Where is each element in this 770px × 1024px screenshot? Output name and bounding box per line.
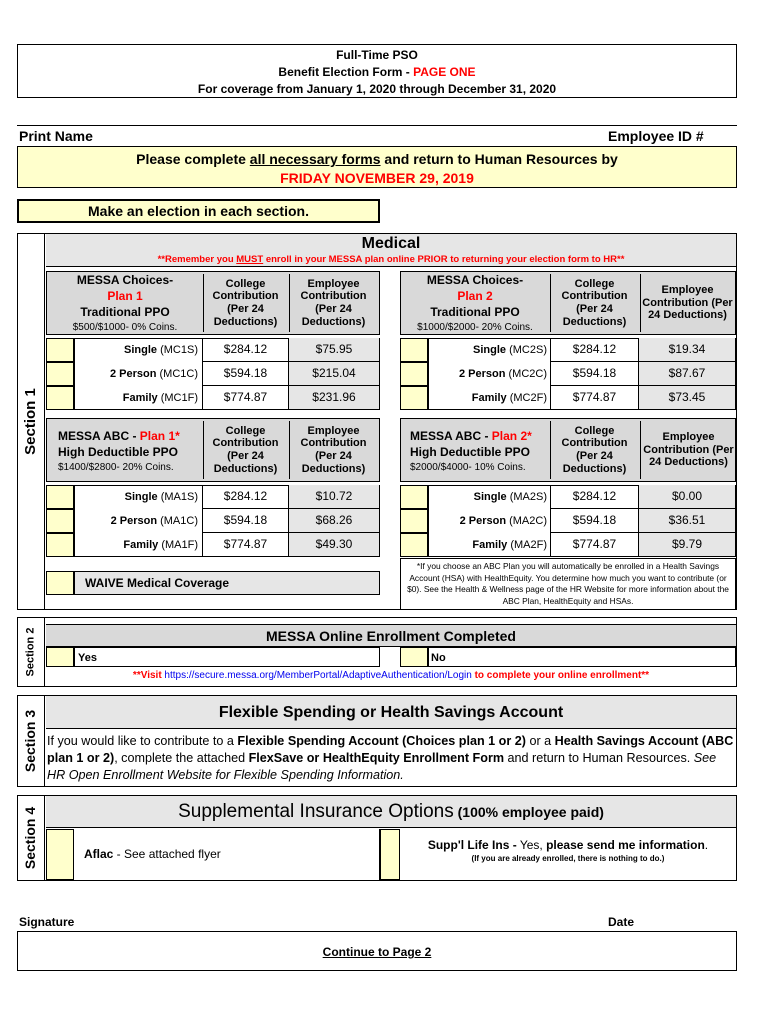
header-line1: Full-Time PSO (336, 48, 418, 62)
checkbox-ma2c[interactable] (400, 509, 428, 533)
choices-plan1-employee-hdr: Employee Contribution (Per 24 Deductions) (289, 274, 377, 332)
table-row-label: Single (MA2S) (473, 490, 547, 503)
checkbox-waive-medical[interactable] (46, 571, 74, 595)
college-contribution-value: $284.12 (202, 485, 288, 509)
college-contribution-value: $594.18 (202, 362, 288, 386)
section2-label: Section 2 (17, 617, 45, 687)
college-contribution-value: $774.87 (550, 386, 638, 410)
signature-label: Signature (19, 915, 75, 929)
checkbox-mc1f[interactable] (46, 386, 74, 410)
table-row-label: 2 Person (MA2C) (459, 514, 547, 527)
abc-plan1-desc: MESSA ABC - Plan 1* High Deductible PPO $1400/$2800- 20% Coins. (58, 429, 180, 473)
abc-plan2-employee-hdr: Employee Contribution (Per 24 Deductions) (640, 421, 736, 479)
abc-plan2-college-hdr: College Contribution (Per 24 Deductions) (550, 421, 638, 479)
choices-plan2-desc: MESSA Choices- Plan 2 Traditional PPO $1000/$2000- 20% Coins. (417, 273, 533, 333)
aflac-option: Aflac - See attached flyer (74, 829, 380, 880)
college-contribution-value: $774.87 (202, 533, 288, 557)
abc-plan1-employee-hdr: Employee Contribution (Per 24 Deductions) (289, 421, 377, 479)
waive-medical-label: WAIVE Medical Coverage (74, 571, 380, 595)
choices-plan2-employee-hdr: Employee Contribution (Per 24 Deductions) (640, 274, 734, 332)
section1-label: Section 1 (17, 233, 45, 610)
section2-title: MESSA Online Enrollment Completed (46, 624, 736, 647)
checkbox-ma2s[interactable] (400, 485, 428, 509)
name-line (17, 125, 737, 126)
enroll-yes-label: Yes (74, 647, 380, 667)
abc-plan1-college-hdr: College Contribution (Per 24 Deductions) (203, 421, 287, 479)
college-contribution-value: $594.18 (202, 509, 288, 533)
employee-contribution-value: $73.45 (638, 386, 735, 409)
instructions-text: Please complete all necessary forms and return to Human Resources by (136, 151, 618, 167)
checkbox-enroll-no[interactable] (400, 647, 428, 667)
college-contribution-value: $284.12 (550, 485, 638, 509)
hsa-note: *If you choose an ABC Plan you will automatically be enrolled in a Health Savings Account (HSA) with HealthEquity. You determine how much you want to contribute (or $0). See the Health & Wellness page of the HR Website for more information about the ABC Plan, HealthEquity and HSAs. (400, 558, 736, 610)
college-contribution-value: $284.12 (550, 338, 638, 362)
print-name-label: Print Name (19, 128, 93, 144)
continue-link[interactable]: Continue to Page 2 (322, 945, 432, 959)
checkbox-enroll-yes[interactable] (46, 647, 74, 667)
header-line2: Benefit Election Form - PAGE ONE (278, 65, 476, 79)
table-row-label: 2 Person (MC1C) (109, 367, 198, 380)
checkbox-ma1f[interactable] (46, 533, 74, 557)
employee-contribution-value: $19.34 (638, 338, 735, 362)
choices-plan2-college-hdr: College Contribution (Per 24 Deductions) (550, 274, 638, 332)
page-one-label: PAGE ONE (413, 65, 476, 79)
choices-plan1-college-hdr: College Contribution (Per 24 Deductions) (203, 274, 287, 332)
checkbox-mc2f[interactable] (400, 386, 428, 410)
section3-text: If you would like to contribute to a Flexible Spending Account (Choices plan 1 or 2) or a Health Savings Account (ABC plan 1 or 2), complete the attached FlexSave or HealthEquity Enrollment Form and return to Human Resources. See HR Open Enrollment Website for Flexible Spending Information. (47, 734, 734, 782)
college-contribution-value: $284.12 (202, 338, 288, 362)
abc-plan2-desc: MESSA ABC - Plan 2* High Deductible PPO $2000/$4000- 10% Coins. (410, 429, 532, 473)
college-contribution-value: $594.18 (550, 362, 638, 386)
table-row-label: Single (MC2S) (473, 343, 547, 356)
checkbox-ma1s[interactable] (46, 485, 74, 509)
checkbox-mc1c[interactable] (46, 362, 74, 386)
checkbox-mc1s[interactable] (46, 338, 74, 362)
section3-label: Section 3 (17, 695, 45, 787)
checkbox-ma2f[interactable] (400, 533, 428, 557)
date-label: Date (608, 915, 635, 929)
choices-plan1-desc: MESSA Choices- Plan 1 Traditional PPO $500/$1000- 0% Coins. (72, 273, 178, 333)
employee-contribution-value: $10.72 (288, 485, 379, 509)
employee-contribution-value: $36.51 (638, 509, 735, 533)
employee-id-label: Employee ID # (608, 128, 704, 144)
deadline: FRIDAY NOVEMBER 29, 2019 (280, 170, 474, 186)
medical-title: Medical (361, 235, 421, 252)
employee-contribution-value: $231.96 (288, 386, 379, 409)
checkbox-mc2c[interactable] (400, 362, 428, 386)
supp-life-option: Supp'l Life Ins - Yes, please send me information. (If you are already enrolled, there is nothing to do.) (427, 838, 709, 863)
section3-title: Flexible Spending or Health Savings Account (46, 696, 736, 729)
messa-visit-note: **Visit https://secure.messa.org/MemberPortal/AdaptiveAuthentication/Login to complete your online enrollment** (132, 670, 650, 681)
employee-contribution-value: $0.00 (638, 485, 735, 509)
employee-contribution-value: $215.04 (288, 362, 379, 386)
election-banner: Make an election in each section. (17, 199, 380, 223)
employee-contribution-value: $87.67 (638, 362, 735, 386)
checkbox-supp-life[interactable] (380, 829, 400, 880)
messa-portal-link[interactable]: https://secure.messa.org/MemberPortal/AdaptiveAuthentication/Login (164, 670, 472, 681)
employee-contribution-value: $75.95 (288, 338, 379, 362)
checkbox-aflac[interactable] (46, 829, 74, 880)
medical-reminder: **Remember you MUST enroll in your MESSA plan online PRIOR to returning your election form to HR** (157, 254, 625, 265)
college-contribution-value: $774.87 (202, 386, 288, 410)
table-row-label: Single (MC1S) (124, 343, 198, 356)
section4-title: Supplemental Insurance Options (100% employee paid) (46, 796, 736, 828)
form-header (17, 44, 737, 98)
instructions-box (17, 146, 737, 188)
header-line3: For coverage from January 1, 2020 through December 31, 2020 (197, 82, 557, 96)
employee-contribution-value: $68.26 (288, 509, 379, 533)
enroll-no-label: No (428, 647, 736, 667)
college-contribution-value: $774.87 (550, 533, 638, 557)
college-contribution-value: $594.18 (550, 509, 638, 533)
table-row-label: 2 Person (MA1C) (110, 514, 198, 527)
table-row-label: 2 Person (MC2C) (458, 367, 547, 380)
employee-contribution-value: $49.30 (288, 533, 379, 556)
section4-label: Section 4 (17, 795, 45, 881)
checkbox-ma1c[interactable] (46, 509, 74, 533)
table-row-label: Single (MA1S) (124, 490, 198, 503)
employee-contribution-value: $9.79 (638, 533, 735, 556)
table-row-label: Family (MC2F) (471, 391, 547, 404)
table-row-label: Family (MC1F) (122, 391, 198, 404)
table-row-label: Family (MA2F) (472, 538, 547, 551)
table-row-label: Family (MA1F) (123, 538, 198, 551)
checkbox-mc2s[interactable] (400, 338, 428, 362)
